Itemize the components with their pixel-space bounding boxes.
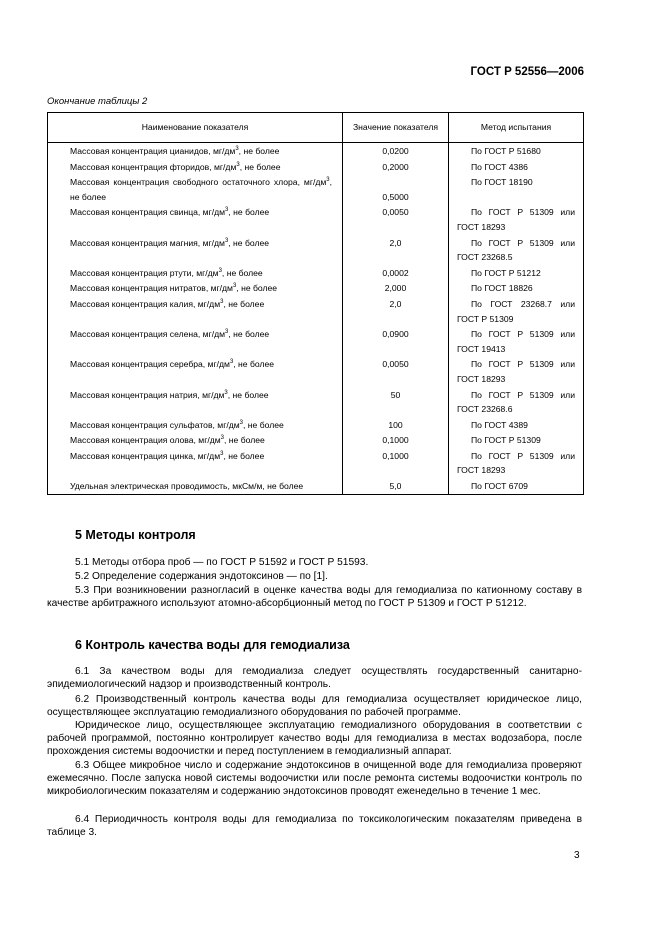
test-method: По ГОСТ Р 51309 или ГОСТ 18293 <box>449 356 584 386</box>
table-row <box>48 432 584 448</box>
paragraph-6-4: 6.4 Периодичность контроля воды для гемодиализа по токсикологическим показателям приведена в таблице 3. <box>47 814 582 839</box>
table-row <box>48 387 584 417</box>
table-row <box>48 448 584 478</box>
indicator-value: 0,1000 <box>343 448 449 478</box>
test-method: По ГОСТ 18826 <box>449 280 584 296</box>
test-method: По ГОСТ 4389 <box>449 417 584 433</box>
test-method: По ГОСТ Р 51309 или ГОСТ 18293 <box>449 448 584 478</box>
indicator-name: Массовая концентрация сульфатов, $мг/дм^3$, не более <box>48 417 343 433</box>
indicator-value: 0,0050 <box>343 204 449 234</box>
test-method: По ГОСТ Р 51309 или ГОСТ 19413 <box>449 326 584 356</box>
indicator-name: Массовая концентрация ртути, $мг/дм^3$, не более <box>48 265 343 281</box>
document-code: ГОСТ Р 52556—2006 <box>470 66 584 78</box>
table-row <box>48 280 584 296</box>
paragraph-5-1: 5.1 Методы отбора проб — по ГОСТ Р 51592 и ГОСТ Р 51593. <box>75 557 369 568</box>
indicator-value: 100 <box>343 417 449 433</box>
test-method: По ГОСТ 4386 <box>449 159 584 175</box>
table-row <box>48 159 584 175</box>
column-header: Метод испытания <box>449 113 584 143</box>
page-number: 3 <box>574 850 580 861</box>
test-method: По ГОСТ Р 51309 или ГОСТ 18293 <box>449 204 584 234</box>
table-row <box>48 356 584 386</box>
paragraph-5-3: 5.3 При возникновении разногласий в оценке качества воды для гемодиализа по катионному составу в качестве арбитражного используют атомно-абсорбционный метод по ГОСТ Р 51309 и ГОСТ Р 51212. <box>47 585 582 610</box>
test-method: По ГОСТ Р 51680 <box>449 143 584 159</box>
test-method: По ГОСТ 23268.7 или ГОСТ Р 51309 <box>449 296 584 326</box>
indicator-name: Массовая концентрация свободного остаточного хлора, $мг/дм^3$, не более <box>48 174 343 204</box>
indicator-name: Массовая концентрация натрия, $мг/дм^3$, не более <box>48 387 343 417</box>
indicators-table <box>47 112 584 495</box>
indicator-name: Массовая концентрация свинца, $мг/дм^3$, не более <box>48 204 343 234</box>
test-method: По ГОСТ 6709 <box>449 478 584 494</box>
paragraph-6-2-cont: Юридическое лицо, осуществляющее эксплуатацию гемодиализного оборудования в соответствии с рабочей программой, постоянно контролирует качество воды для гемодиализа в местах водозабора, после прохождения системы водоочистки и перед поступлением в гемодиализный аппарат. <box>47 720 582 758</box>
indicator-name: Массовая концентрация нитратов, $мг/дм^3$, не более <box>48 280 343 296</box>
indicator-value: 0,0050 <box>343 356 449 386</box>
indicator-name: Массовая концентрация цинка, $мг/дм^3$, не более <box>48 448 343 478</box>
indicator-value: 0,0002 <box>343 265 449 281</box>
indicator-name: Удельная электрическая проводимость, мкСм/м, не более <box>48 478 343 494</box>
indicator-name: Массовая концентрация цианидов, $мг/дм^3$, не более <box>48 143 343 159</box>
indicator-name: Массовая концентрация магния, $мг/дм^3$, не более <box>48 235 343 265</box>
table-row <box>48 235 584 265</box>
indicator-name: Массовая концентрация серебра, $мг/дм^3$, не более <box>48 356 343 386</box>
test-method: По ГОСТ Р 51309 или ГОСТ 23268.5 <box>449 235 584 265</box>
test-method: По ГОСТ Р 51309 <box>449 432 584 448</box>
test-method: По ГОСТ 18190 <box>449 174 584 204</box>
column-header: Значение показателя <box>343 113 449 143</box>
indicator-value: 0,5000 <box>343 174 449 204</box>
indicator-value: 0,1000 <box>343 432 449 448</box>
table-row <box>48 296 584 326</box>
indicator-value: 2,0 <box>343 296 449 326</box>
indicator-value: 50 <box>343 387 449 417</box>
paragraph-6-1: 6.1 За качеством воды для гемодиализа следует осуществлять государственный санитарно-эпидемиологический надзор и производственный контроль. <box>47 666 582 691</box>
table-row <box>48 326 584 356</box>
indicator-value: 2,000 <box>343 280 449 296</box>
table-caption: Окончание таблицы 2 <box>47 96 148 107</box>
table-header-row <box>48 113 584 143</box>
table-row <box>48 265 584 281</box>
test-method: По ГОСТ Р 51309 или ГОСТ 23268.6 <box>449 387 584 417</box>
table-row <box>48 143 584 159</box>
paragraph-5-2: 5.2 Определение содержания эндотоксинов — по [1]. <box>75 571 328 582</box>
indicator-value: 5,0 <box>343 478 449 494</box>
indicator-value: 0,2000 <box>343 159 449 175</box>
indicator-name: Массовая концентрация фторидов, $мг/дм^3$, не более <box>48 159 343 175</box>
indicator-value: 2,0 <box>343 235 449 265</box>
indicator-name: Массовая концентрация калия, $мг/дм^3$, не более <box>48 296 343 326</box>
section-6-title: 6 Контроль качества воды для гемодиализа <box>75 638 350 652</box>
paragraph-6-2: 6.2 Производственный контроль качества воды для гемодиализа осуществляет юридическое лицо, осуществляющее эксплуатацию гемодиализного оборудования по рабочей программе. <box>47 694 582 719</box>
table-row <box>48 174 584 204</box>
indicator-name: Массовая концентрация олова, $мг/дм^3$, не более <box>48 432 343 448</box>
paragraph-6-3: 6.3 Общее микробное число и содержание эндотоксинов в очищенной воде для гемодиализа проверяют ежемесячно. После запуска новой системы водоочистки или после ремонта системы водоочистки контроль по микробиологическим показателям и содержанию эндотоксинов проводят еженедельно в течение 1 мес. <box>47 760 582 798</box>
table-row <box>48 478 584 494</box>
indicator-name: Массовая концентрация селена, $мг/дм^3$, не более <box>48 326 343 356</box>
column-header: Наименование показателя <box>48 113 343 143</box>
indicator-value: 0,0900 <box>343 326 449 356</box>
test-method: По ГОСТ Р 51212 <box>449 265 584 281</box>
section-5-title: 5 Методы контроля <box>75 528 196 542</box>
table-body <box>48 143 584 495</box>
table-row <box>48 204 584 234</box>
table-row <box>48 417 584 433</box>
indicator-value: 0,0200 <box>343 143 449 159</box>
